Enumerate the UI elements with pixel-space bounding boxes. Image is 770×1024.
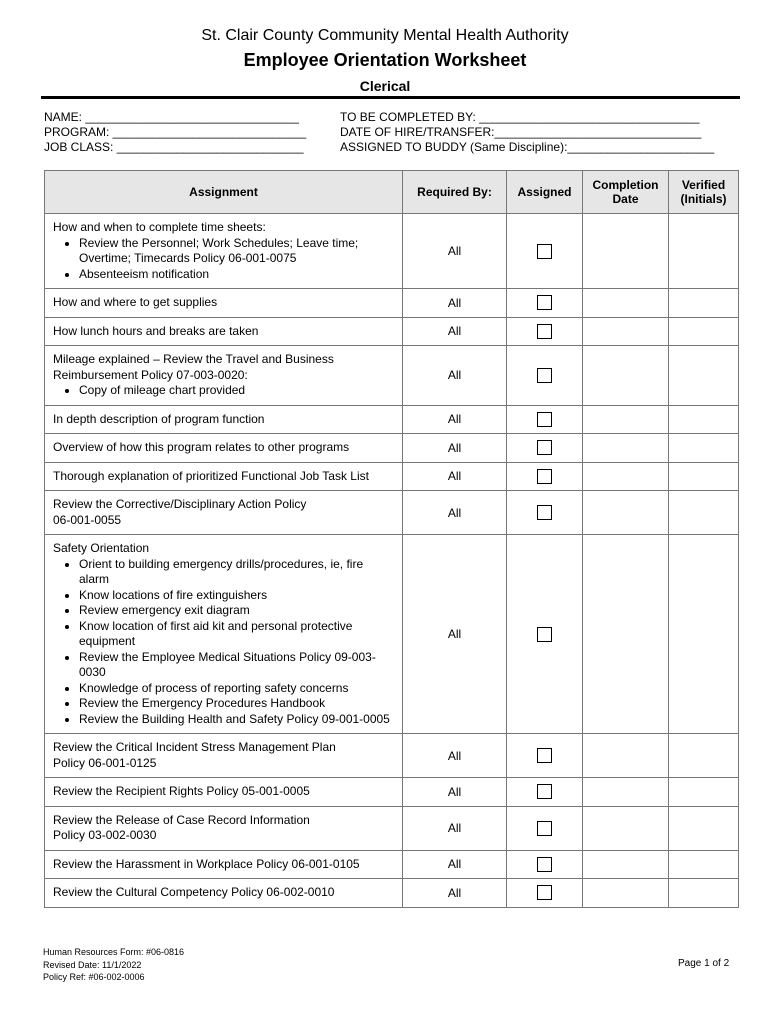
assigned-checkbox[interactable]: [537, 412, 552, 427]
assignment-text: Mileage explained – Review the Travel and Business: [53, 352, 334, 366]
assignment-cell: [45, 405, 403, 434]
document-title: Employee Orientation Worksheet: [243, 50, 527, 70]
assigned-checkbox[interactable]: [537, 295, 552, 310]
assignment-text: In depth description of program function: [53, 411, 265, 426]
assignment-text: Thorough explanation of prioritized Functional Job Task List: [53, 468, 369, 483]
verified-initials-cell[interactable]: [669, 434, 739, 463]
required-by-cell: All: [403, 346, 507, 406]
completion-date-cell[interactable]: [583, 879, 669, 908]
assigned-cell: [507, 806, 583, 850]
assigned-cell: [507, 346, 583, 406]
assigned-checkbox[interactable]: [537, 469, 552, 484]
assignment-text: Review the Release of Case Record Information: [53, 812, 310, 827]
header-completion-line1: Completion: [592, 178, 659, 192]
required-by-cell: All: [403, 491, 507, 535]
assignment-cell: [45, 734, 403, 778]
assignment-text: Reimbursement Policy 07-003-0020:: [53, 367, 248, 382]
table-row: [45, 405, 739, 434]
assigned-checkbox[interactable]: [537, 857, 552, 872]
required-by-cell: All: [403, 806, 507, 850]
assignment-bullet: • Review the Building Health and Safety Policy 09-001-0005: [79, 712, 396, 728]
header-verified-line2: (Initials): [680, 192, 727, 206]
verified-initials-cell[interactable]: [669, 289, 739, 318]
document-subtitle: Clerical: [359, 78, 411, 94]
assignment-bullet: • Knowledge of process of reporting safety concerns: [79, 681, 396, 697]
assignment-cell: [45, 850, 403, 879]
assignment-text: Review the Corrective/Disciplinary Action Policy: [53, 497, 307, 511]
verified-initials-cell[interactable]: [669, 778, 739, 807]
completion-date-cell[interactable]: [583, 405, 669, 434]
form-number: Human Resources Form: #06-0816: [43, 947, 185, 957]
form-info: [43, 946, 184, 984]
assigned-cell: [507, 879, 583, 908]
employee-fields: [44, 110, 306, 155]
assignment-bullet: • Know location of first aid kit and personal protective equipment: [79, 619, 396, 650]
assignment-bullet: • Absenteeism notification: [79, 267, 396, 283]
assigned-checkbox[interactable]: [537, 885, 552, 900]
assigned-checkbox[interactable]: [537, 505, 552, 520]
verified-initials-cell[interactable]: [669, 535, 739, 734]
header-completion-date: [583, 171, 669, 214]
assigned-cell: [507, 734, 583, 778]
verified-initials-cell[interactable]: [669, 879, 739, 908]
assigned-checkbox[interactable]: [537, 440, 552, 455]
header-divider: [41, 96, 740, 99]
date-of-hire-field[interactable]: DATE OF HIRE/TRANSFER:_______________________________: [340, 125, 702, 139]
assignment-text: Review the Cultural Competency Policy 06-002-0010: [53, 885, 335, 899]
assigned-checkbox[interactable]: [537, 368, 552, 383]
completion-date-cell[interactable]: [583, 346, 669, 406]
table-row: [45, 317, 739, 346]
table-row: [45, 778, 739, 807]
required-by-cell: All: [403, 535, 507, 734]
required-by-cell: All: [403, 405, 507, 434]
completion-date-cell[interactable]: [583, 778, 669, 807]
required-by-cell: All: [403, 778, 507, 807]
completion-date-cell[interactable]: [583, 734, 669, 778]
completion-date-cell[interactable]: [583, 806, 669, 850]
header-assignment: Assignment: [45, 171, 403, 214]
assigned-cell: [507, 491, 583, 535]
completion-date-cell[interactable]: [583, 214, 669, 289]
assignment-text: Review the Harassment in Workplace Policy 06-001-0105: [53, 856, 360, 871]
assignment-cell: [45, 346, 403, 406]
table-row: [45, 346, 739, 406]
verified-initials-cell[interactable]: [669, 734, 739, 778]
assigned-checkbox[interactable]: [537, 748, 552, 763]
required-by-cell: All: [403, 850, 507, 879]
completion-date-cell[interactable]: [583, 850, 669, 879]
required-by-cell: All: [403, 289, 507, 318]
page-number: Page 1 of 2: [678, 958, 730, 969]
assigned-checkbox[interactable]: [537, 627, 552, 642]
table-row: [45, 214, 739, 289]
verified-initials-cell[interactable]: [669, 806, 739, 850]
table-row: [45, 879, 739, 908]
required-by-cell: All: [403, 434, 507, 463]
table-row: [45, 850, 739, 879]
assignment-text: Overview of how this program relates to other programs: [53, 440, 350, 454]
required-by-cell: All: [403, 214, 507, 289]
assignment-bullet-list: [53, 383, 396, 399]
assignment-text: Policy 06-001-0125: [53, 755, 157, 770]
verified-initials-cell[interactable]: [669, 317, 739, 346]
required-by-cell: All: [403, 734, 507, 778]
header-required-by: Required By:: [403, 171, 507, 214]
header-assigned: Assigned: [507, 171, 583, 214]
header-verified-line1: Verified: [681, 178, 726, 192]
verified-initials-cell[interactable]: [669, 214, 739, 289]
required-by-cell: All: [403, 879, 507, 908]
assignment-cell: [45, 778, 403, 807]
assignment-text: How and when to complete time sheets:: [53, 220, 266, 234]
completion-fields: [340, 110, 714, 155]
required-by-cell: All: [403, 462, 507, 491]
verified-initials-cell[interactable]: [669, 491, 739, 535]
table-row: [45, 491, 739, 535]
assigned-checkbox[interactable]: [537, 784, 552, 799]
table-header-row: [45, 171, 739, 214]
assignment-text: How lunch hours and breaks are taken: [53, 323, 259, 338]
assignment-cell: [45, 434, 403, 463]
assignment-text: Review the Recipient Rights Policy 05-001-0005: [53, 784, 310, 798]
table-row: [45, 806, 739, 850]
assignment-bullet: • Copy of mileage chart provided: [79, 383, 396, 399]
completion-date-cell[interactable]: [583, 317, 669, 346]
assignment-text: How and where to get supplies: [53, 295, 218, 309]
assignment-bullet: • Review the Personnel; Work Schedules; Leave time; Overtime; Timecards Policy 06-001-0075: [79, 236, 396, 267]
required-by-cell: All: [403, 317, 507, 346]
assigned-cell: [507, 214, 583, 289]
assignment-cell: [45, 462, 403, 491]
verified-initials-cell[interactable]: [669, 346, 739, 406]
document-header: [0, 26, 770, 96]
assigned-checkbox[interactable]: [537, 244, 552, 259]
assignment-bullet: • Know locations of fire extinguishers: [79, 588, 396, 604]
completion-date-cell[interactable]: [583, 491, 669, 535]
verified-initials-cell[interactable]: [669, 462, 739, 491]
assigned-cell: [507, 850, 583, 879]
to-be-completed-by-field[interactable]: TO BE COMPLETED BY: _________________________________: [340, 110, 700, 124]
assignment-bullet-list: [53, 557, 396, 728]
assigned-checkbox[interactable]: [537, 324, 552, 339]
completion-date-cell[interactable]: [583, 434, 669, 463]
assignment-bullet: • Review the Emergency Procedures Handbook: [79, 696, 396, 712]
table-row: [45, 535, 739, 734]
assignment-text: Review the Critical Incident Stress Management Plan: [53, 740, 336, 754]
assignment-cell: [45, 317, 403, 346]
verified-initials-cell[interactable]: [669, 405, 739, 434]
assignment-cell: [45, 535, 403, 734]
assignment-bullet: • Review emergency exit diagram: [79, 603, 396, 619]
assignment-text: 06-001-0055: [53, 512, 122, 527]
verified-initials-cell[interactable]: [669, 850, 739, 879]
assigned-cell: [507, 462, 583, 491]
assignment-cell: [45, 879, 403, 908]
table-row: [45, 289, 739, 318]
header-verified: [669, 171, 739, 214]
assignment-text: Safety Orientation: [53, 541, 150, 555]
header-completion-line2: Date: [612, 192, 639, 206]
assigned-cell: [507, 317, 583, 346]
job-class-field[interactable]: JOB CLASS: ____________________________: [44, 140, 304, 154]
assigned-cell: [507, 289, 583, 318]
completion-date-cell[interactable]: [583, 462, 669, 491]
assignment-cell: [45, 806, 403, 850]
completion-date-cell[interactable]: [583, 289, 669, 318]
assignment-bullet: • Review the Employee Medical Situations Policy 09-003-0030: [79, 650, 396, 681]
assignment-cell: [45, 289, 403, 318]
table-row: [45, 462, 739, 491]
assigned-cell: [507, 405, 583, 434]
assigned-cell: [507, 778, 583, 807]
policy-ref: Policy Ref: #06-002-0006: [43, 972, 145, 982]
assignment-bullet-list: [53, 236, 396, 283]
orientation-table: [44, 170, 739, 908]
table-row: [45, 434, 739, 463]
assigned-cell: [507, 434, 583, 463]
revised-date: Revised Date: 11/1/2022: [43, 959, 142, 970]
organization-name: St. Clair County Community Mental Health Authority: [201, 27, 569, 44]
assigned-to-buddy-field[interactable]: ASSIGNED TO BUDDY (Same Discipline):______________________: [340, 140, 715, 154]
assignment-cell: [45, 491, 403, 535]
assigned-cell: [507, 535, 583, 734]
assignment-cell: [45, 214, 403, 289]
assignment-text: Policy 03-002-0030: [53, 828, 157, 842]
assignment-bullet: • Orient to building emergency drills/procedures, ie, fire alarm: [79, 557, 396, 588]
name-field[interactable]: NAME: ________________________________: [44, 110, 299, 124]
program-field[interactable]: PROGRAM: _____________________________: [44, 125, 307, 139]
assigned-checkbox[interactable]: [537, 821, 552, 836]
table-row: [45, 734, 739, 778]
completion-date-cell[interactable]: [583, 535, 669, 734]
